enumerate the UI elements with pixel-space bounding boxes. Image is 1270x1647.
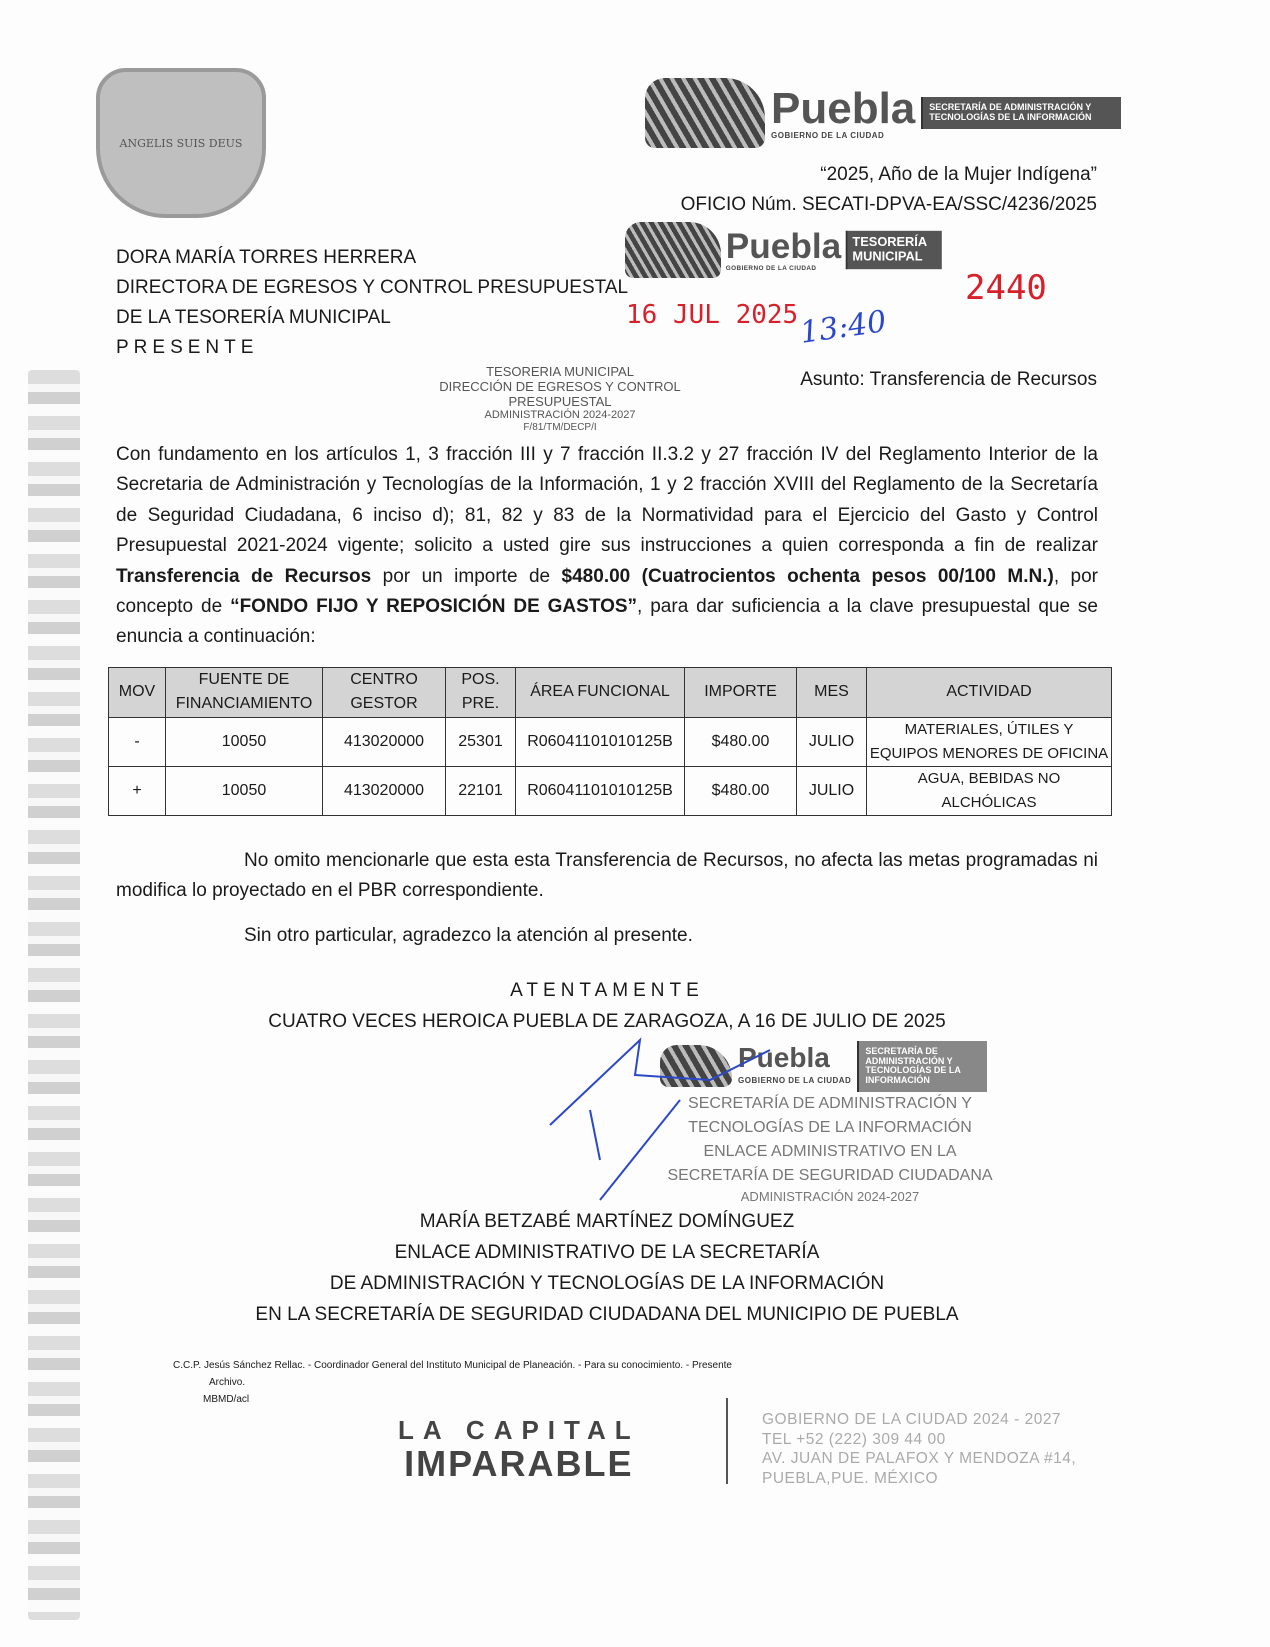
logo-box: TESORERÍA MUNICIPAL [846, 231, 942, 269]
stamp-line: SECRETARÍA DE ADMINISTRACIÓN Y [688, 1095, 972, 1113]
tesoreria-stamp-text [430, 364, 690, 433]
logo-word: Puebla [738, 1041, 830, 1073]
cell: 413020000 [323, 766, 446, 815]
logo-sub: GOBIERNO DE LA CIUDAD [771, 130, 885, 140]
footer-divider [726, 1398, 728, 1484]
folio-stamp: 2440 [965, 268, 1047, 308]
recipient-title: DE LA TESORERÍA MUNICIPAL [116, 307, 391, 328]
address-line: TEL +52 (222) 309 44 00 [762, 1430, 946, 1448]
cell: 25301 [446, 717, 516, 766]
stamp-line: ADMINISTRACIÓN 2024-2027 [484, 409, 636, 421]
table-header-row [109, 667, 1112, 717]
recipient-block [116, 243, 628, 363]
signer-role: ENLACE ADMINISTRATIVO DE LA SECRETARÍA [394, 1242, 820, 1264]
address-line: AV. JUAN DE PALAFOX Y MENDOZA #14, [762, 1450, 1077, 1467]
logo-word: Puebla [771, 83, 916, 133]
logo-box: SECRETARÍA DE ADMINISTRACIÓN Y TECNOLOGÍAS DE LA INFORMACIÓN [921, 97, 1121, 129]
logo-sub: GOBIERNO DE LA CIUDAD [725, 264, 817, 272]
stamp-line: TESORERIA MUNICIPAL [486, 364, 634, 379]
ccp-line: C.C.P. Jesús Sánchez Rellac. - Coordinador General del Instituto Municipal de Planeación. - Para su conocimiento. - Presente [173, 1360, 732, 1371]
body-paragraph [116, 440, 1098, 653]
cell: 10050 [166, 717, 323, 766]
column-header: ÁREA FUNCIONAL [516, 667, 685, 717]
place-date: CUATRO VECES HEROICA PUEBLA DE ZARAGOZA, A 16 DE JULIO DE 2025 [268, 1010, 946, 1032]
cell: JULIO [797, 717, 867, 766]
logo-word: Puebla [725, 226, 842, 266]
cell: R06041101010125B [516, 766, 685, 815]
column-header: FUENTE DE FINANCIAMIENTO [166, 667, 323, 717]
footer-address [762, 1410, 1076, 1488]
table-row [109, 766, 1112, 815]
oficio-number: OFICIO Núm. SECATI-DPVA-EA/SSC/4236/2025 [680, 194, 1097, 215]
puebla-emblem-icon [625, 222, 721, 278]
handwritten-signature [540, 1010, 780, 1210]
logo-box: SECRETARÍA DE ADMINISTRACIÓN Y TECNOLOGÍAS DE LA INFORMACIÓN [857, 1041, 987, 1093]
cell: R06041101010125B [516, 717, 685, 766]
body-paragraph: No omito mencionarle que esta esta Transferencia de Recursos, no afecta las metas programadas ni modifica lo proyectado en el PBR correspondiente. [116, 849, 1098, 902]
stamp-line: PRESUPUESTAL [508, 394, 612, 409]
column-header: IMPORTE [685, 667, 797, 717]
stamp-line: ADMINISTRACIÓN 2024-2027 [740, 1189, 920, 1205]
signer-role: EN LA SECRETARÍA DE SEGURIDAD CIUDADANA DEL MUNICIPIO DE PUEBLA [255, 1304, 959, 1326]
presente: PRESENTE [116, 337, 259, 358]
ccp-initials: MBMD/acl [203, 1394, 250, 1405]
stamp-line: ENLACE ADMINISTRATIVO EN LA [703, 1143, 957, 1161]
recipient-name: DORA MARÍA TORRES HERRERA [116, 247, 417, 268]
cell: 22101 [446, 766, 516, 815]
cell: $480.00 [685, 766, 797, 815]
decorative-border [28, 370, 80, 1620]
atentamente: ATENTAMENTE [510, 979, 704, 1001]
handwritten-time: 13:40 [797, 304, 889, 351]
ccp-archive: Archivo. [209, 1377, 246, 1388]
cell: AGUA, BEBIDAS NO ALCHÓLICAS [867, 766, 1112, 815]
city-crest-logo [96, 68, 266, 218]
text-bold: Transferencia de Recursos [116, 565, 372, 587]
column-header: ACTIVIDAD [867, 667, 1112, 717]
date-stamp: 16 JUL 2025 [626, 300, 799, 330]
column-header: POS. PRE. [446, 667, 516, 717]
address-line: PUEBLA,PUE. MÉXICO [762, 1469, 939, 1487]
recipient-title: DIRECTORA DE EGRESOS Y CONTROL PRESUPUESTAL [116, 277, 629, 298]
crest-text: ANGELIS SUIS DEUS [119, 136, 243, 150]
signer-name: MARÍA BETZABÉ MARTÍNEZ DOMÍNGUEZ [419, 1211, 795, 1233]
address-line: GOBIERNO DE LA CIUDAD 2024 - 2027 [762, 1411, 1062, 1428]
text: Con fundamento en los artículos 1, 3 fracción III y 7 fracción II.3.2 y 27 fracción IV del Reglamento Interior de la Secretaria de Administración y Tecnologías de la Información, 1 y 2 fracción XVIII del Reglamento de la Secretaría de Seguridad Ciudadana, 6 inciso d); 81, 82 y 83 de la Normatividad para el Ejercicio del Gasto y Control Presupuestal 2021-2024 vigente; solicito a usted gire sus instrucciones a quien corresponda a fin de realizar [116, 444, 1098, 557]
table-row [109, 717, 1112, 766]
puebla-logo [645, 78, 1121, 148]
cell: - [109, 717, 166, 766]
signer-block [116, 1206, 1098, 1330]
cell: + [109, 766, 166, 815]
stamp-line: TECNOLOGÍAS DE LA INFORMACIÓN [688, 1119, 972, 1137]
stamp-line: SECRETARÍA DE SEGURIDAD CIUDADANA [667, 1167, 993, 1185]
concept: “FONDO FIJO Y REPOSICIÓN DE GASTOS” [230, 596, 638, 618]
column-header: MOV [109, 667, 166, 717]
column-header: MES [797, 667, 867, 717]
stamp-line: DIRECCIÓN DE EGRESOS Y CONTROL [439, 379, 681, 394]
ccp-block [173, 1357, 732, 1408]
text: por un importe de [371, 565, 562, 587]
column-header: CENTRO GESTOR [323, 667, 446, 717]
footer-slogan-logo [398, 1415, 640, 1482]
puebla-emblem-icon [645, 78, 765, 148]
slogan-line: LA CAPITAL [398, 1415, 640, 1445]
logo-sub: GOBIERNO DE LA CIUDAD [738, 1075, 852, 1085]
tesoreria-stamp-logo [625, 222, 942, 278]
budget-table [108, 667, 1112, 816]
body-paragraph: Sin otro particular, agradezco la atención al presente. [244, 924, 693, 946]
cell: $480.00 [685, 717, 797, 766]
cell: 10050 [166, 766, 323, 815]
signer-role: DE ADMINISTRACIÓN Y TECNOLOGÍAS DE LA INFORMACIÓN [329, 1273, 885, 1295]
text: , para dar suficiencia a la clave presupuestal que se enuncia a continuación: [116, 596, 1099, 648]
stamp-line: F/81/TM/DECP/I [523, 422, 597, 433]
slogan-line: IMPARABLE [404, 1443, 634, 1484]
cell: 413020000 [323, 717, 446, 766]
cell: JULIO [797, 766, 867, 815]
cell: MATERIALES, ÚTILES Y EQUIPOS MENORES DE OFICINA [867, 717, 1112, 766]
year-motto: “2025, Año de la Mujer Indígena” [820, 164, 1097, 185]
text: , por concepto de [116, 565, 1099, 618]
amount: $480.00 (Cuatrocientos ochenta pesos 00/100 M.N.) [561, 565, 1054, 587]
asunto: Asunto: Transferencia de Recursos [800, 369, 1097, 390]
